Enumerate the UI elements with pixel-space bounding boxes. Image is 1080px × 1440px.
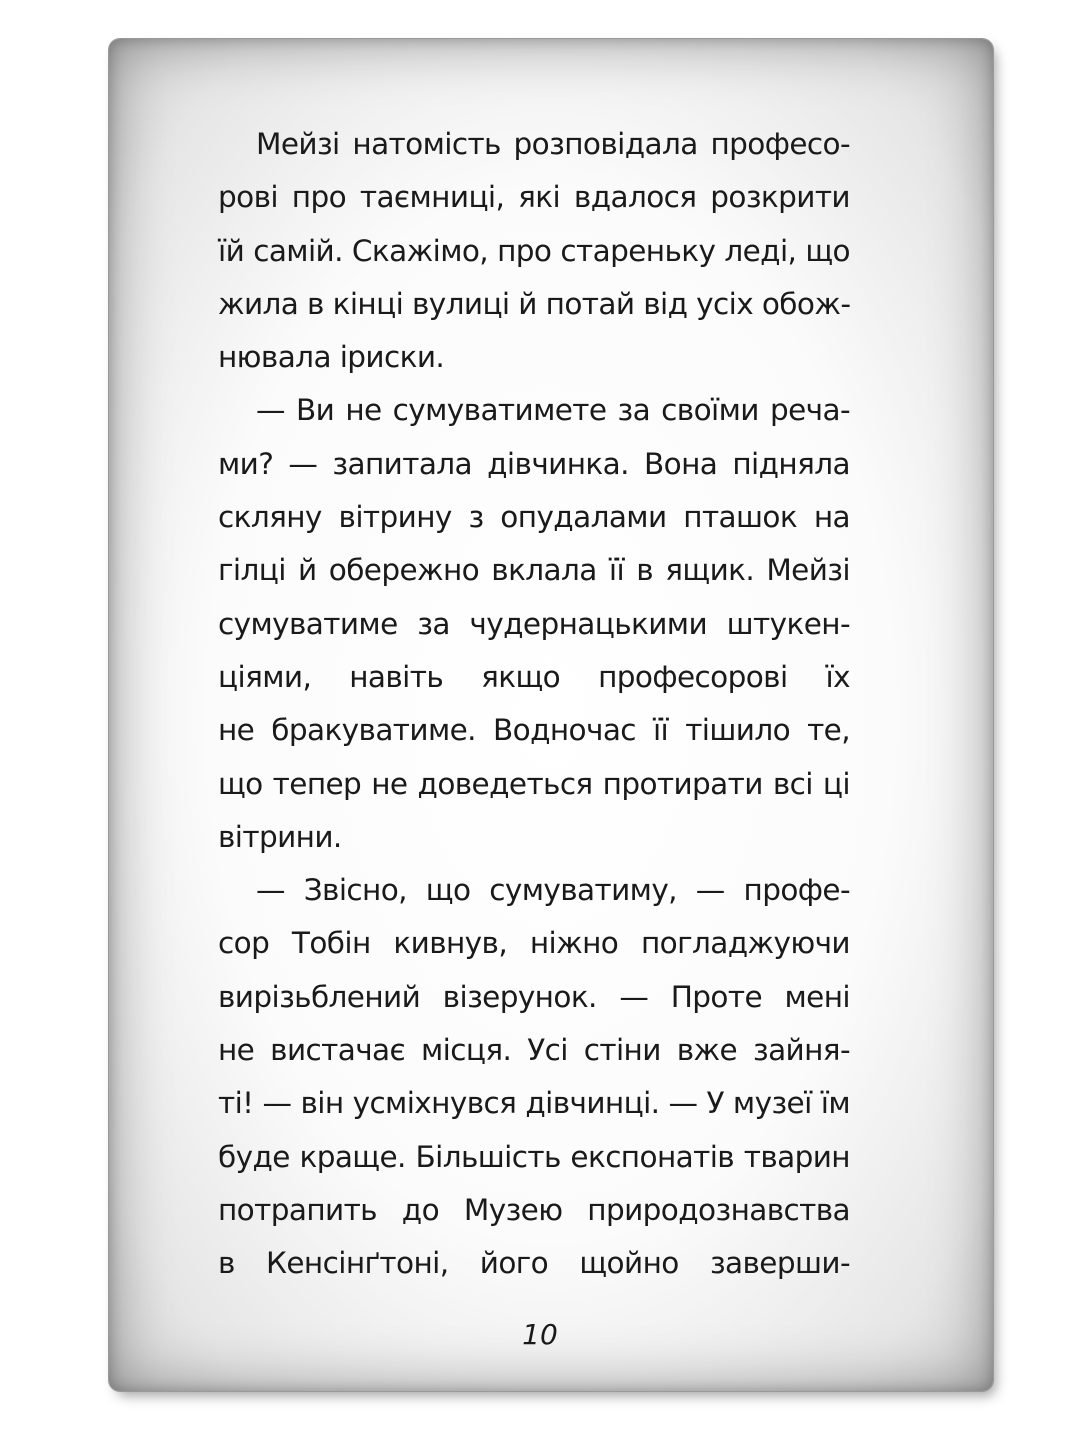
text-line: вирізьблений візерунок. — Проте мені: [218, 979, 850, 1014]
text-line: буде краще. Більшість експонатів тварин: [218, 1139, 850, 1174]
text-line: сор Тобін кивнув, ніжно погладжуючи: [218, 926, 850, 961]
text-line: їй самій. Скажімо, про стареньку леді, що: [218, 233, 850, 268]
text-line: рові про таємниці, які вдалося розкрити: [218, 180, 850, 215]
text-line: вітрини.: [218, 819, 342, 854]
text-line: — Звісно, що сумуватиму, — профе-: [256, 873, 850, 908]
text-line: жила в кінці вулиці й потай від усіх обож-: [218, 286, 851, 321]
text-line: що тепер не доведеться протирати всі ці: [218, 766, 850, 801]
text-line: ми? — запитала дівчинка. Вона підняла: [218, 446, 850, 481]
text-line: Мейзі натомість розповідала професо-: [256, 127, 850, 161]
text-line: в Кенсінґтоні, його щойно заверши-: [218, 1246, 850, 1281]
body-text: [218, 118, 850, 1291]
text-line: ті! — він усміхнувся дівчинці. — У музеї їм: [218, 1086, 850, 1121]
text-line: гілці й обережно вклала її в ящик. Мейзі: [218, 553, 850, 588]
text-line: не вистачає місця. Усі стіни вже зайня-: [218, 1033, 850, 1068]
text-line: сумуватиме за чудернацькими штукен-: [218, 606, 850, 641]
text-line: нювала іриски.: [218, 340, 445, 375]
text-line: потрапить до Музею природознавства: [218, 1192, 850, 1227]
text-line: скляну вітрину з опудалами пташок на: [218, 500, 850, 535]
page-number: 10: [522, 1318, 558, 1351]
text-line: — Ви не сумуватимете за своїми реча-: [256, 393, 850, 428]
text-line: не бракуватиме. Водночас її тішило те,: [218, 713, 850, 748]
text-line: ціями, навіть якщо професорові їх: [218, 659, 850, 694]
